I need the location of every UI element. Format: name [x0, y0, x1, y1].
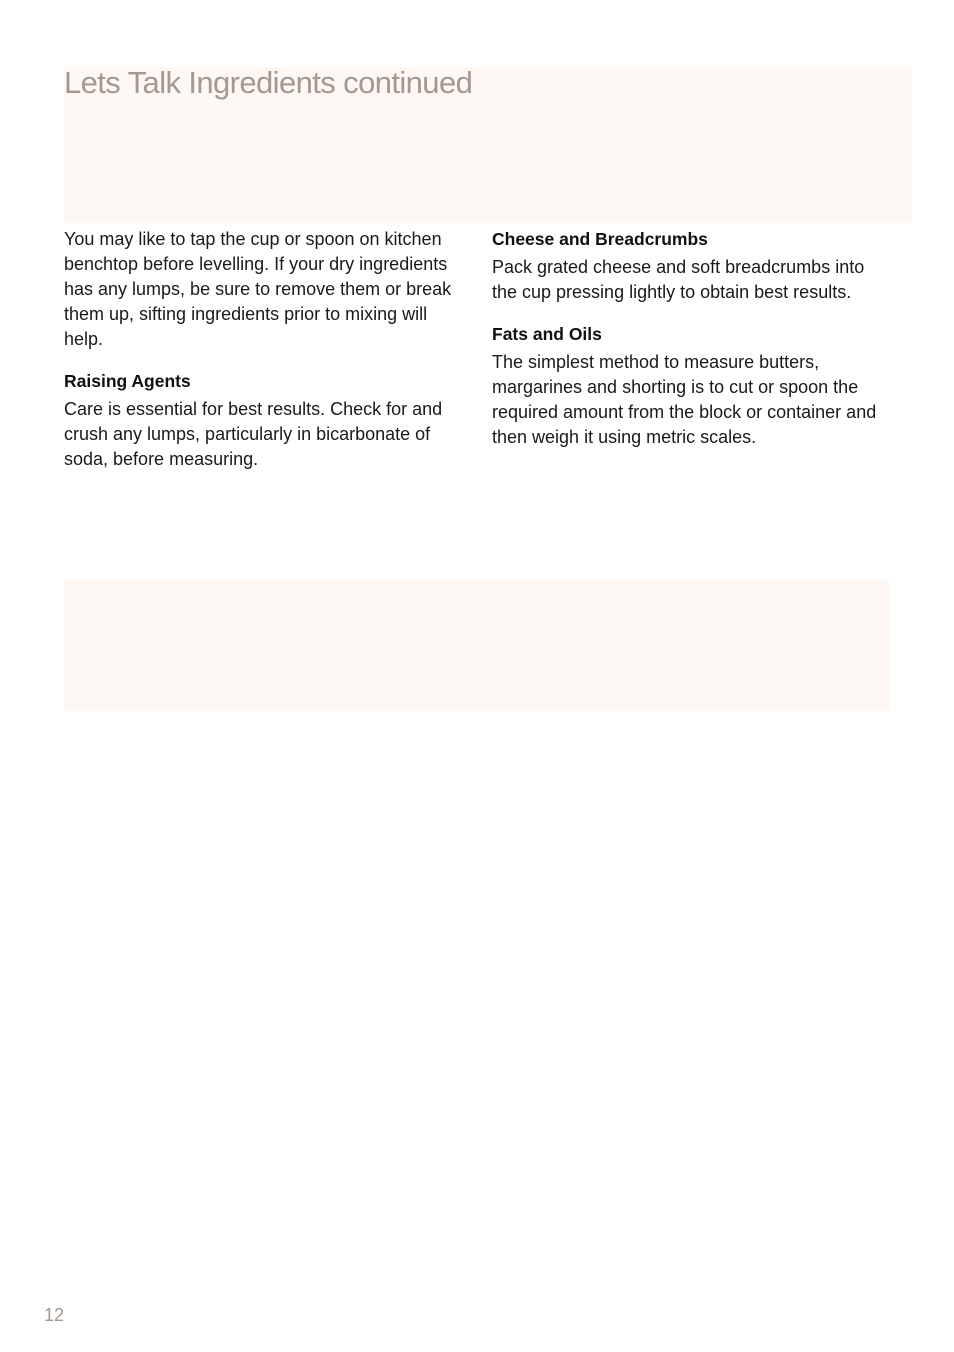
- page-number: 12: [44, 1305, 65, 1325]
- section-heading-fats-oils: Fats and Oils: [492, 324, 602, 344]
- right-column: [492, 227, 892, 450]
- section-heading-raising-agents: Raising Agents: [64, 371, 191, 391]
- image-placeholder-band: [64, 580, 889, 711]
- section-body-fats-oils: The simplest method to measure butters, margarines and shorting is to cut or spoon the required amount from the block or container and then weigh it using metric scales.: [492, 352, 877, 447]
- section-body-cheese-breadcrumbs: Pack grated cheese and soft breadcrumbs into the cup pressing lightly to obtain best results.: [492, 257, 865, 302]
- section-heading-cheese-breadcrumbs: Cheese and Breadcrumbs: [492, 229, 708, 249]
- page-title: Lets Talk Ingredients continued: [64, 65, 473, 100]
- left-column: [64, 227, 466, 472]
- intro-paragraph: You may like to tap the cup or spoon on kitchen benchtop before levelling. If your dry ingredients has any lumps, be sure to remove them or break them up, sifting ingredients prior to mixing will help.: [64, 229, 452, 349]
- section-body-raising-agents: Care is essential for best results. Check for and crush any lumps, particularly in bicarbonate of soda, before measuring.: [64, 399, 443, 469]
